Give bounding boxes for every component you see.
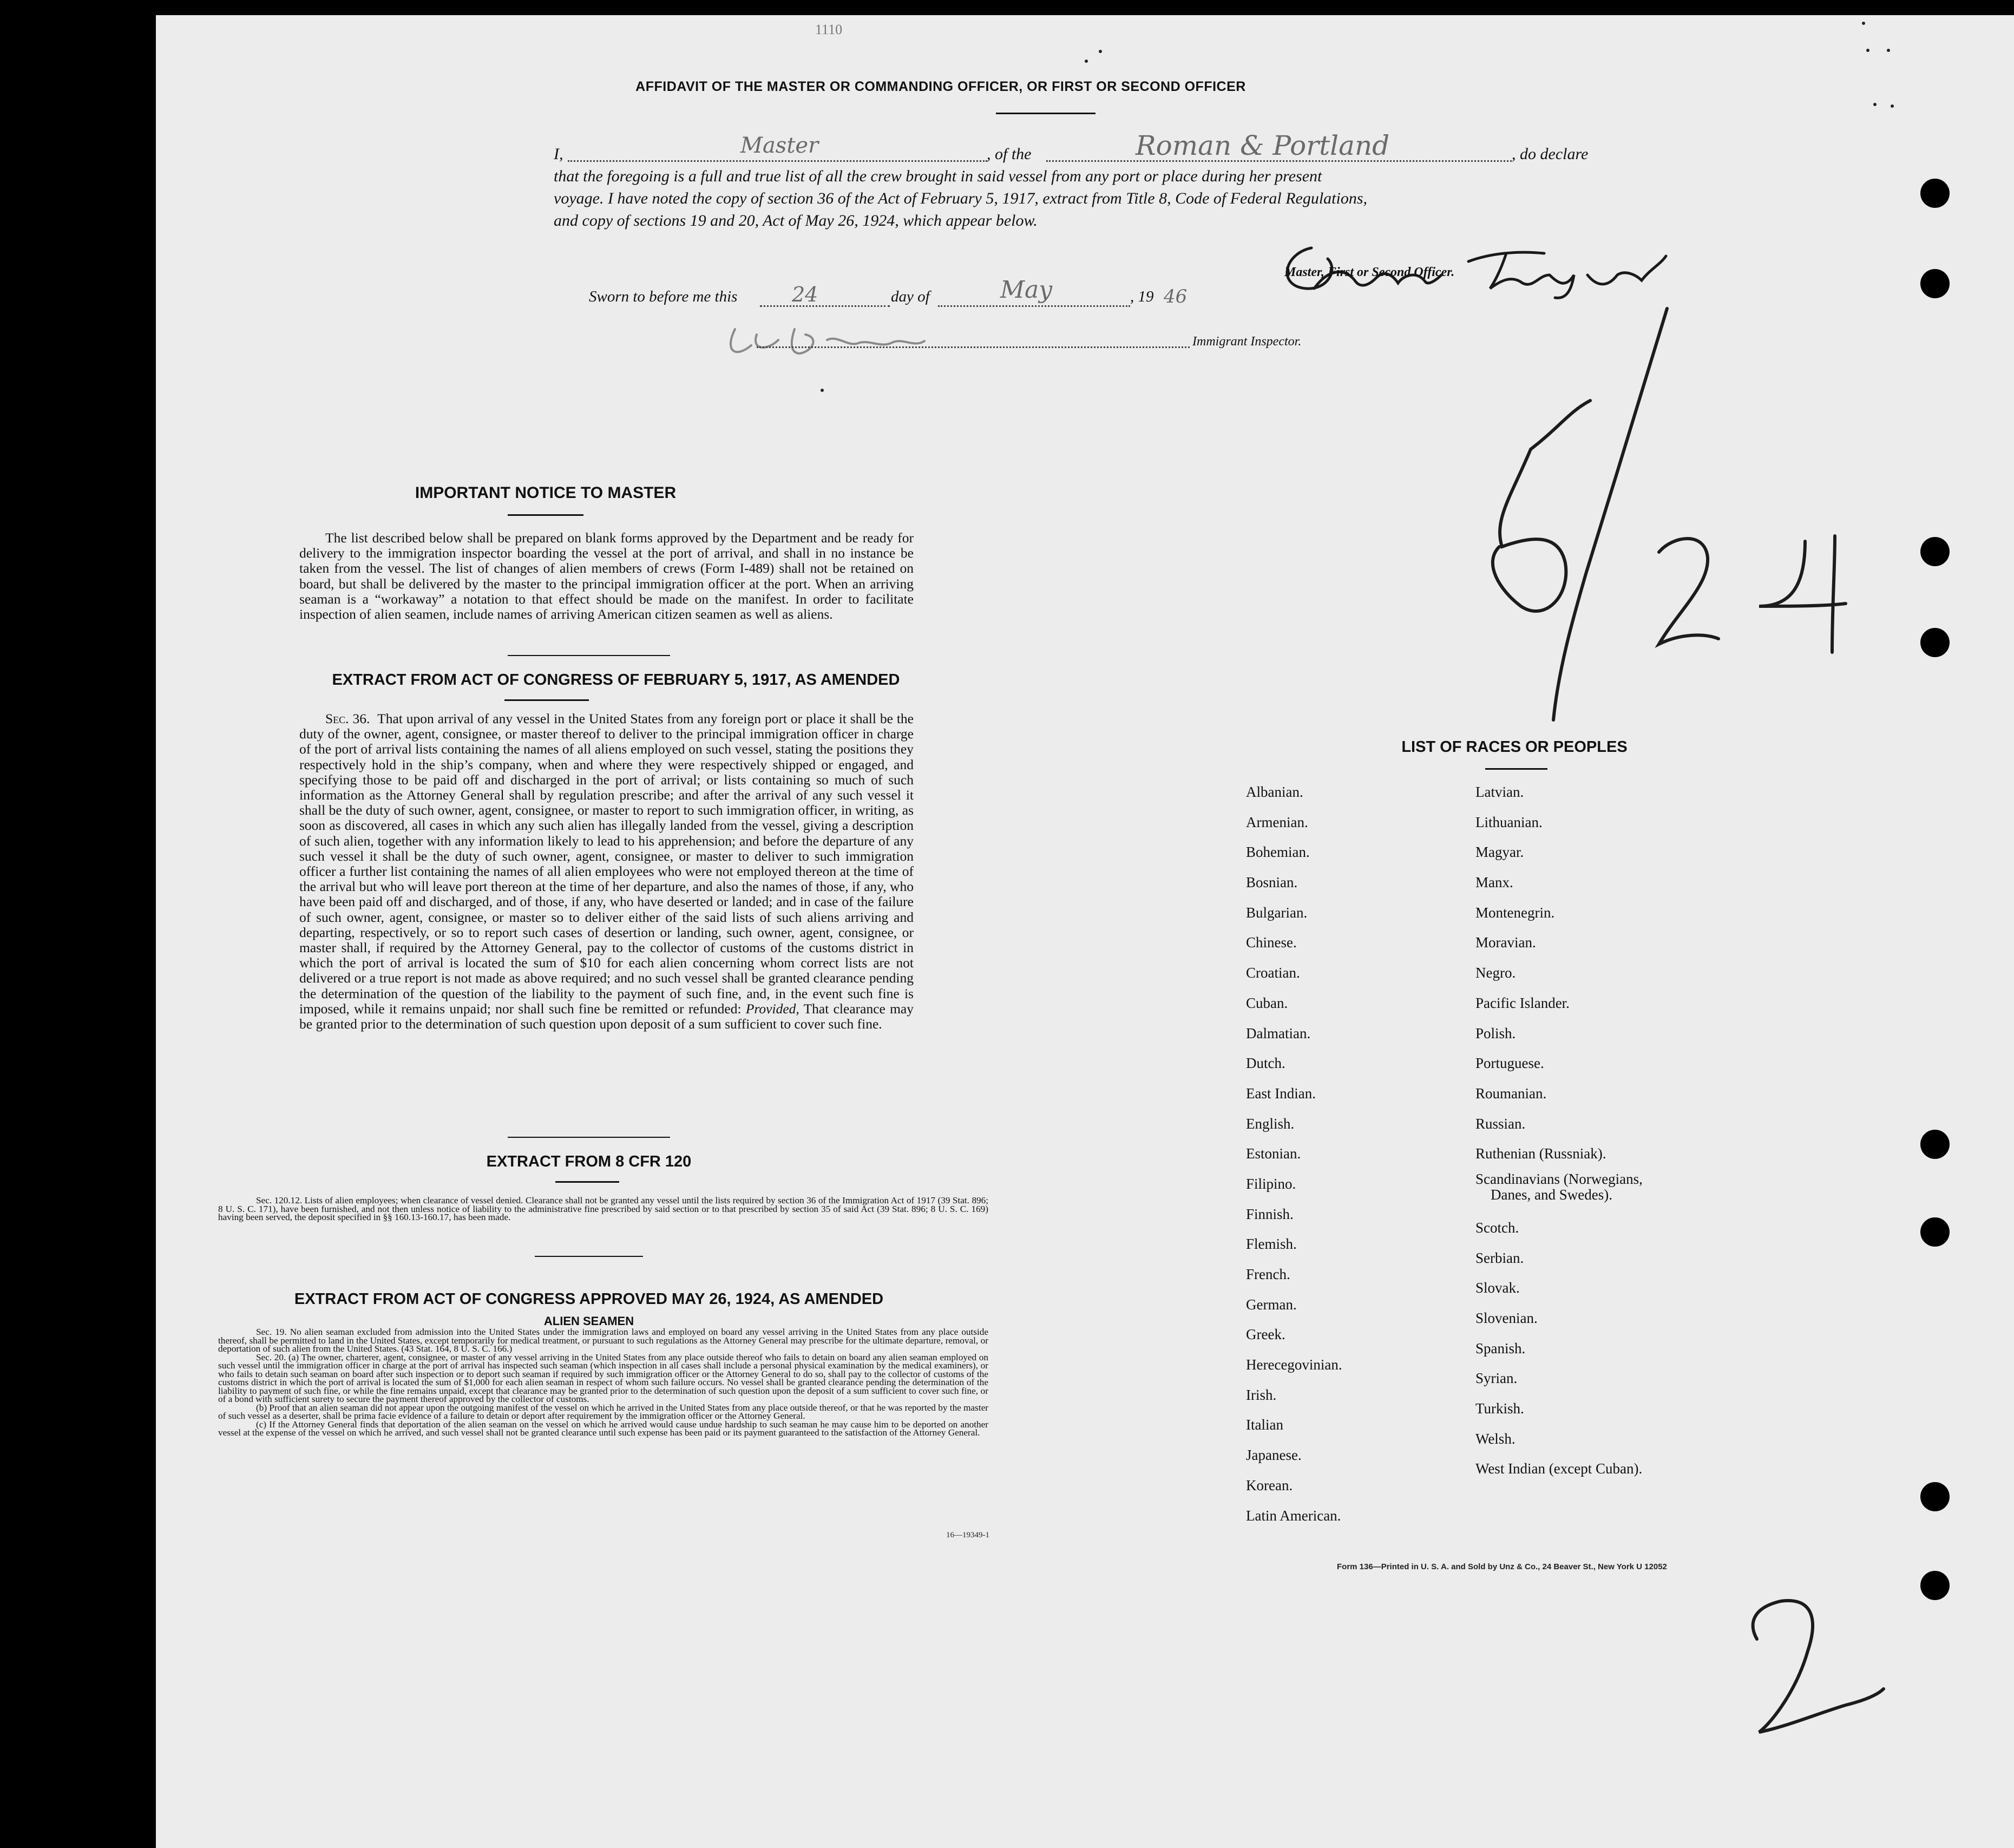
race-item: Filipino.: [1246, 1175, 1296, 1192]
race-item: Russian.: [1475, 1115, 1526, 1132]
punch-hole: [1920, 1217, 1950, 1247]
alien-seamen-subtitle: ALIEN SEAMEN: [543, 1314, 634, 1328]
race-item: Dutch.: [1246, 1055, 1285, 1072]
race-item-continuation: Danes, and Swedes).: [1491, 1186, 1612, 1203]
race-item: Albanian.: [1246, 784, 1303, 800]
race-item: Scotch.: [1475, 1219, 1519, 1236]
sec-20b-text: (b) Proof that an alien seaman did not appear upon the outgoing manifest of the vessel on which he arrived in the United States from any place outside thereof, or that he was reported by the master of such vessel as a deserter, shall be prima facie evidence of a failure to detain or deport after requirement by the immigration officer or the Attorney General.: [218, 1402, 988, 1421]
year-prefix: , 19: [1130, 288, 1154, 305]
speck: [821, 389, 824, 392]
speck: [1862, 22, 1865, 25]
corner-mark: 1110: [815, 22, 843, 37]
race-item: Slovenian.: [1475, 1310, 1538, 1326]
race-item: Croatian.: [1246, 965, 1300, 981]
declaration-line-4: and copy of sections 19 and 20, Act of May 26, 1924, which appear below.: [554, 212, 1038, 230]
sworn-day-blank: [760, 305, 890, 307]
punch-hole: [1920, 628, 1950, 657]
sec-36-label: Sec. 36.: [325, 711, 370, 726]
inspector-signature: [719, 318, 968, 362]
race-item: Syrian.: [1475, 1370, 1518, 1387]
notice-bottom-rule: [508, 655, 670, 656]
race-item: Welsh.: [1475, 1430, 1516, 1447]
race-item: East Indian.: [1246, 1085, 1316, 1102]
punch-hole: [1920, 1482, 1950, 1511]
rank-blank: [568, 160, 987, 162]
sworn-month-blank: [938, 305, 1130, 307]
race-item: Bohemian.: [1246, 844, 1310, 861]
race-item: Portuguese.: [1475, 1055, 1544, 1072]
cfr-rule: [555, 1181, 619, 1183]
sec-19-text: Sec. 19. No alien seaman excluded from admission into the United States under the immigration laws and employed on board any vessel arriving in the United States from any place outside thereof, shall be permitted to land in the United States, except temporarily for medical treatment, or pursuant to such regulations as the Attorney General may prescribe for the ultimate departure, removal, or deportation of such alien from the United States. (43 Stat. 164, 8 U. S. C. 166.): [218, 1327, 988, 1354]
race-item: Bulgarian.: [1246, 904, 1308, 921]
sworn-day-value: 24: [792, 283, 818, 306]
speck: [1887, 49, 1890, 52]
race-item: Herecegovinian.: [1246, 1356, 1342, 1373]
race-item: Negro.: [1475, 965, 1516, 981]
notice-title: IMPORTANT NOTICE TO MASTER: [415, 484, 677, 502]
race-item: French.: [1246, 1266, 1290, 1282]
race-item: Cuban.: [1246, 994, 1288, 1011]
race-item: Dalmatian.: [1246, 1025, 1311, 1041]
filled-rank: Master: [740, 133, 819, 158]
extract-1924-body: [218, 1328, 988, 1437]
declaration-line-3: voyage. I have noted the copy of section 36 of the Act of February 5, 1917, extract from Title 8, Code of Federal Regulations,: [554, 189, 1368, 207]
extract-1917-bottom-rule: [508, 1137, 670, 1138]
race-item: Magyar.: [1475, 844, 1524, 861]
speck: [1085, 60, 1088, 63]
race-item: Korean.: [1246, 1477, 1293, 1493]
provided-word: Provided,: [745, 1000, 799, 1017]
do-declare-label: , do declare: [1512, 145, 1589, 163]
race-item: Roumanian.: [1475, 1085, 1547, 1102]
race-item: Lithuanian.: [1475, 814, 1543, 830]
race-item: West Indian (except Cuban).: [1475, 1460, 1643, 1477]
races-title: LIST OF RACES OR PEOPLES: [1401, 738, 1628, 756]
year-suffix: 46: [1164, 286, 1188, 307]
speck: [1891, 104, 1894, 108]
speck: [1873, 103, 1877, 106]
form-code: 16—19349-1: [946, 1531, 989, 1539]
race-item: Turkish.: [1475, 1400, 1524, 1417]
sec-20c-text: (c) If the Attorney General finds that deportation of the alien seaman on the vessel on which he arrived would cause undue hardship to such seaman he may cause him to be deported on another vessel at the expense of the vessel on which he arrived, and such vessel shall not be granted clearance until such expense has been paid or its payment guaranteed to the satisfaction of the Attorney General.: [218, 1419, 988, 1438]
race-item: German.: [1246, 1296, 1297, 1313]
race-item: Scandinavians (Norwegians,: [1475, 1170, 1643, 1187]
cfr-body: Sec. 120.12. Lists of alien employees; when clearance of vessel denied. Clearance shall not be granted any vessel until the lists required by section 36 of the Immigration Act of 1917 (39 Stat. 896; 8 U. S. C. 171), have been furnished, and not then unless notice of liability to the administrative fine prescribed by said section or to that prescribed by section 35 of said Act (39 Stat. 896; 8 U. S. C. 169) having been served, the deposit specified in §§ 160.13-160.17, has been made.: [218, 1195, 988, 1222]
race-item: Japanese.: [1246, 1447, 1302, 1464]
race-item: Ruthenian (Russniak).: [1475, 1145, 1606, 1162]
declaration-line-2: that the foregoing is a full and true list of all the crew brought in said vessel from any port or place during her present: [554, 167, 1322, 185]
race-item: Finnish.: [1246, 1205, 1294, 1222]
races-column-1: [1246, 777, 1462, 1531]
notice-body: The list described below shall be prepared on blank forms approved by the Department and be ready for delivery to the immigration inspector boarding the vessel at the port of arrival, and shall in no instance be taken from the vessel. The list of changes of alien members of crews (Form I-489) shall not be retained on board, but shall be delivered by the master to the principal immigration officer at the port. When an arriving seaman is a “workaway” a notation to that effect should be made on the manifest. In order to facilitate inspection of alien seamen, include names of arriving American citizen seamen as well as aliens.: [299, 530, 914, 622]
extract-1917-rule: [504, 699, 589, 701]
race-item: Greek.: [1246, 1326, 1285, 1343]
form-sheet: [156, 15, 2014, 1848]
races-column-2: [1475, 777, 1724, 1484]
race-item: Serbian.: [1475, 1249, 1524, 1266]
punch-hole: [1920, 537, 1950, 566]
punch-hole: [1920, 1571, 1950, 1600]
race-item: Bosnian.: [1246, 874, 1298, 891]
declaration-i: I,: [554, 145, 563, 163]
race-item: Latvian.: [1475, 784, 1524, 800]
day-of-label: day of: [891, 288, 930, 305]
race-item: Flemish.: [1246, 1236, 1297, 1253]
race-item: Irish.: [1246, 1386, 1277, 1403]
cfr-title: EXTRACT FROM 8 CFR 120: [486, 1153, 692, 1170]
sworn-label: Sworn to before me this: [589, 288, 738, 305]
notice-rule: [508, 514, 583, 516]
race-item: Polish.: [1475, 1025, 1516, 1041]
speck: [1099, 50, 1102, 53]
race-item: Slovak.: [1475, 1280, 1520, 1296]
inspector-caption: Immigrant Inspector.: [1192, 335, 1302, 349]
printer-line: Form 136—Printed in U. S. A. and Sold by Unz & Co., 24 Beaver St., New York U 12052: [1337, 1562, 1667, 1571]
race-item: Spanish.: [1475, 1340, 1526, 1356]
extract-1917-body: [299, 711, 914, 1032]
sec-20a-text: Sec. 20. (a) The owner, charterer, agent, consignee, or master of any vessel arriving in the United States from any place outside thereof who fails to detain on board any alien seaman employed on such vessel until the immigration officer in charge at the port of arrival has inspected such seaman (which inspection in all cases shall include a personal physical examination by the medical examiners), or who fails to detain such seaman on board after such inspection or to deport such seaman if required by such immigration officer or the Attorney General to do so, shall pay to the collector of customs of the customs district in which the port of arrival is located the sum of $1,000 for each alien seaman in respect of whom such failure occurs. No vessel shall be granted clearance pending the determination of the liability to payment of such fine, or while the fine remains unpaid, except that clearance may be granted prior to the determination of such question upon the deposit of a sum sufficient to cover such fine, or of a bond with sufficient surety to secure the payment thereof approved by the collector of customs.: [218, 1352, 988, 1404]
affidavit-heading: AFFIDAVIT OF THE MASTER OR COMMANDING OFFICER, OR FIRST OR SECOND OFFICER: [635, 79, 1246, 94]
filled-vessel-name: Roman & Portland: [1136, 130, 1390, 161]
race-item: English.: [1246, 1115, 1295, 1132]
sec-36-text: That upon arrival of any vessel in the United States from any foreign port or place it shall be the duty of the owner, agent, consignee, or master thereof to deliver to the principal immigration officer in charge of the port of arrival lists containing the names of all aliens employed on such vessel, stating the positions they respectively hold in the ship’s company, when and where they were respectively shipped or engaged, and specifying those to be paid off and discharged in the port of arrival; or lists containing so much of such information as the Attorney General shall by regulation prescribe; and after the arrival of any such vessel it shall be the duty of such owner, agent, consignee, or master to report to such immigration officer, in writing, as soon as discovered, all cases in which any such alien has illegally landed from the vessel, giving a description of such alien, together with any information likely to lead to his apprehension; and before the departure of any such vessel it shall be the duty of such owner, agent, consignee, or master to deliver to such immigration officer a further list containing the names of all alien employees who were not employed thereon at the time of the arrival but who will leave port thereon at the time of her departure, and also the names of those, if any, who have been paid off and discharged, and of those, if any, who have deserted or landed; and in case of the failure of such owner, agent, consignee, or master so to deliver either of the said lists of such aliens arriving and departing, respectively, or so to report such cases of desertion or landing, such owner, agent, consignee, or master shall, if required by the Attorney General, pay to the collector of customs of the customs district in which the port of arrival is located the sum of $10 for each alien concerning whom correct lists are not delivered or a true report is not made as above required; and no such vessel shall be granted clearance pending the determination of the question of the liability to the payment of such fine, and, in the event such fine is imposed, while it remains unpaid; nor shall such fine be remitted or refunded:: [299, 711, 914, 1017]
signature-caption: Master, First or Second Officer.: [1284, 265, 1455, 279]
race-item: Pacific Islander.: [1475, 994, 1570, 1011]
speck: [1866, 49, 1869, 52]
race-item: Montenegrin.: [1475, 904, 1555, 921]
affidavit-heading-rule: [996, 113, 1095, 114]
race-item: Manx.: [1475, 874, 1513, 891]
sec-36-proviso: That clearance may be granted prior to the determination of such question upon deposit of a sum sufficient to cover such fine.: [299, 1000, 914, 1032]
races-rule: [1485, 768, 1547, 770]
punch-hole: [1920, 269, 1950, 298]
race-item: Latin American.: [1246, 1507, 1341, 1524]
race-item: Chinese.: [1246, 934, 1297, 951]
cfr-bottom-rule: [535, 1256, 643, 1257]
race-item: Estonian.: [1246, 1145, 1301, 1162]
inspector-blank: [757, 346, 1190, 348]
sworn-month-value: May: [1000, 276, 1053, 304]
race-item: Armenian.: [1246, 814, 1308, 830]
extract-1924-title: EXTRACT FROM ACT OF CONGRESS APPROVED MAY 26, 1924, AS AMENDED: [294, 1290, 884, 1308]
punch-hole: [1920, 1130, 1950, 1159]
punch-hole: [1920, 179, 1950, 208]
extract-1917-title: EXTRACT FROM ACT OF CONGRESS OF FEBRUARY 5, 1917, AS AMENDED: [332, 671, 900, 689]
race-item: Moravian.: [1475, 934, 1536, 951]
race-item: Italian: [1246, 1417, 1283, 1433]
of-the-label: , of the: [987, 145, 1032, 163]
